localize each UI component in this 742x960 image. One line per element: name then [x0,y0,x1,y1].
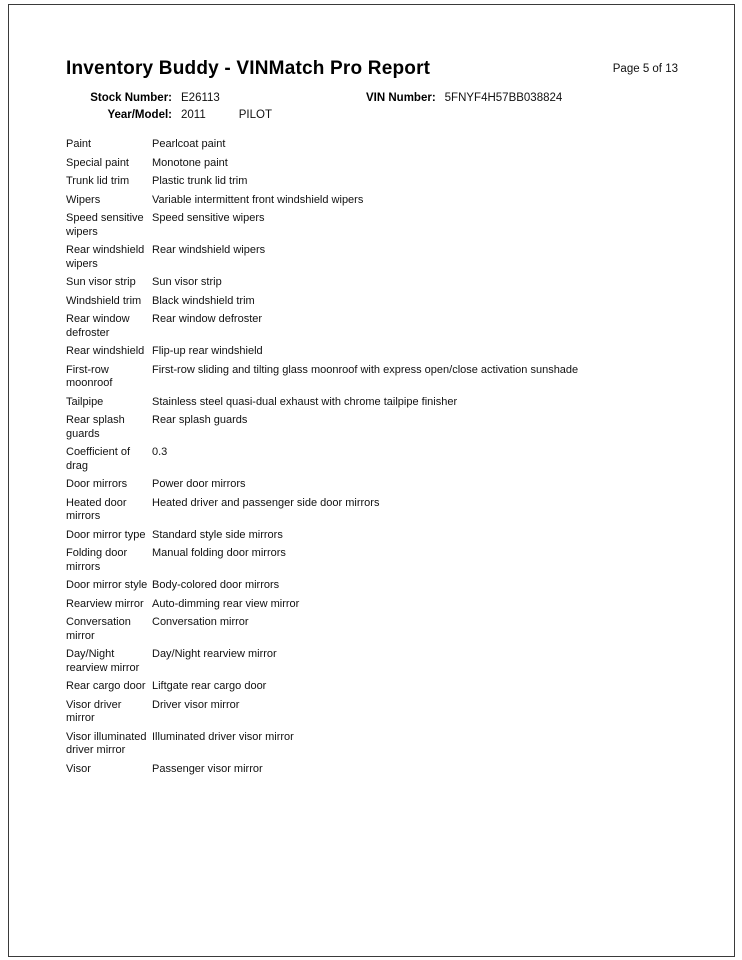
spec-label: Tailpipe [66,395,104,408]
page-indicator: Page 5 of 13 [612,63,678,75]
spec-label: Visor driver mirror [66,698,122,724]
table-row [66,699,678,726]
spec-label: Wipers [66,193,101,206]
vin-number-label: VIN Number: [366,92,436,104]
table-row [66,478,678,492]
spec-label: Sun visor strip [66,276,136,288]
spec-value: Standard style side mirrors [152,528,283,541]
table-row [66,763,678,777]
spec-label: Paint [66,138,92,150]
table-row [66,731,678,758]
spec-label: Windshield trim [66,294,142,307]
table-row [66,616,678,643]
table-row [66,345,678,359]
table-row [66,313,678,340]
spec-label: Day/Night rearview mirror [66,648,140,674]
meta-line-1 [66,91,678,108]
spec-label: Folding door mirrors [66,547,128,573]
table-row [66,547,678,574]
table-row [66,680,678,694]
spec-value: Rear splash guards [152,414,248,426]
spec-label: Special paint [66,156,129,169]
spec-value: Manual folding door mirrors [152,547,286,559]
table-row [66,138,678,152]
table-row [66,529,678,543]
year-model-label: Year/Model: [107,109,172,121]
spec-label: Rear windshield wipers [66,244,145,270]
table-row [66,157,678,171]
page-content [66,58,678,781]
table-row [66,194,678,208]
spec-value: Stainless steel quasi-dual exhaust with chrome tailpipe finisher [152,395,458,408]
table-row [66,497,678,524]
spec-label: Speed sensitive wipers [66,212,144,238]
spec-value: Black windshield trim [152,294,255,307]
stock-number-label: Stock Number: [90,92,172,104]
spec-label: Visor [66,762,91,775]
spec-table [66,138,678,776]
spec-label: Rear windshield [66,345,145,357]
spec-label: Door mirror style [66,579,148,591]
year-value: 2011 [181,109,206,121]
vin-number-value: 5FNYF4H57BB038824 [444,92,563,104]
table-row [66,244,678,271]
table-row [66,579,678,593]
spec-value: First-row sliding and tilting glass moonroof with express open/close activation sunshade [152,363,579,376]
spec-label: Heated door mirrors [66,496,127,522]
spec-value: Illuminated driver visor mirror [152,730,294,743]
spec-value: Driver visor mirror [152,698,240,711]
spec-value: Passenger visor mirror [152,762,263,775]
model-value: PILOT [238,109,272,121]
table-row [66,295,678,309]
meta-line-2 [66,108,678,125]
spec-label: Rear splash guards [66,414,125,440]
vin-group [366,91,562,105]
spec-value: Body-colored door mirrors [152,579,280,591]
spec-label: Visor illuminated driver mirror [66,730,147,756]
table-row [66,396,678,410]
spec-label: Door mirrors [66,478,128,490]
report-meta [66,91,678,125]
spec-value: Heated driver and passenger side door mirrors [152,496,380,509]
spec-label: First-row moonroof [66,363,113,389]
spec-value: Plastic trunk lid trim [152,175,248,187]
spec-value: Sun visor strip [152,276,222,288]
title-row [66,58,678,80]
spec-value: Auto-dimming rear view mirror [152,597,300,610]
spec-label: Door mirror type [66,528,146,541]
table-row [66,364,678,391]
spec-label: Trunk lid trim [66,175,130,187]
spec-value: Flip-up rear windshield [152,345,263,357]
table-row [66,212,678,239]
spec-label: Rearview mirror [66,597,144,610]
spec-value: Variable intermittent front windshield wipers [152,193,364,206]
page-title: Inventory Buddy - VINMatch Pro Report [66,58,431,79]
spec-value: Day/Night rearview mirror [152,648,277,660]
spec-label: Conversation mirror [66,616,131,642]
spec-value: Pearlcoat paint [152,138,226,150]
spec-value: Liftgate rear cargo door [152,680,267,692]
spec-value: Rear window defroster [152,313,263,325]
table-row [66,276,678,290]
spec-label: Coefficient of drag [66,446,131,472]
spec-value: Power door mirrors [152,478,246,490]
table-row [66,175,678,189]
spec-value: 0.3 [152,446,168,458]
stock-number-value: E26113 [181,92,220,104]
spec-label: Rear cargo door [66,680,146,692]
table-row [66,414,678,441]
spec-value: Speed sensitive wipers [152,212,265,224]
table-row [66,446,678,473]
spec-value: Conversation mirror [152,616,249,628]
spec-value: Rear windshield wipers [152,244,266,256]
table-row [66,598,678,612]
table-row [66,648,678,675]
spec-value: Monotone paint [152,156,228,169]
spec-label: Rear window defroster [66,313,130,339]
